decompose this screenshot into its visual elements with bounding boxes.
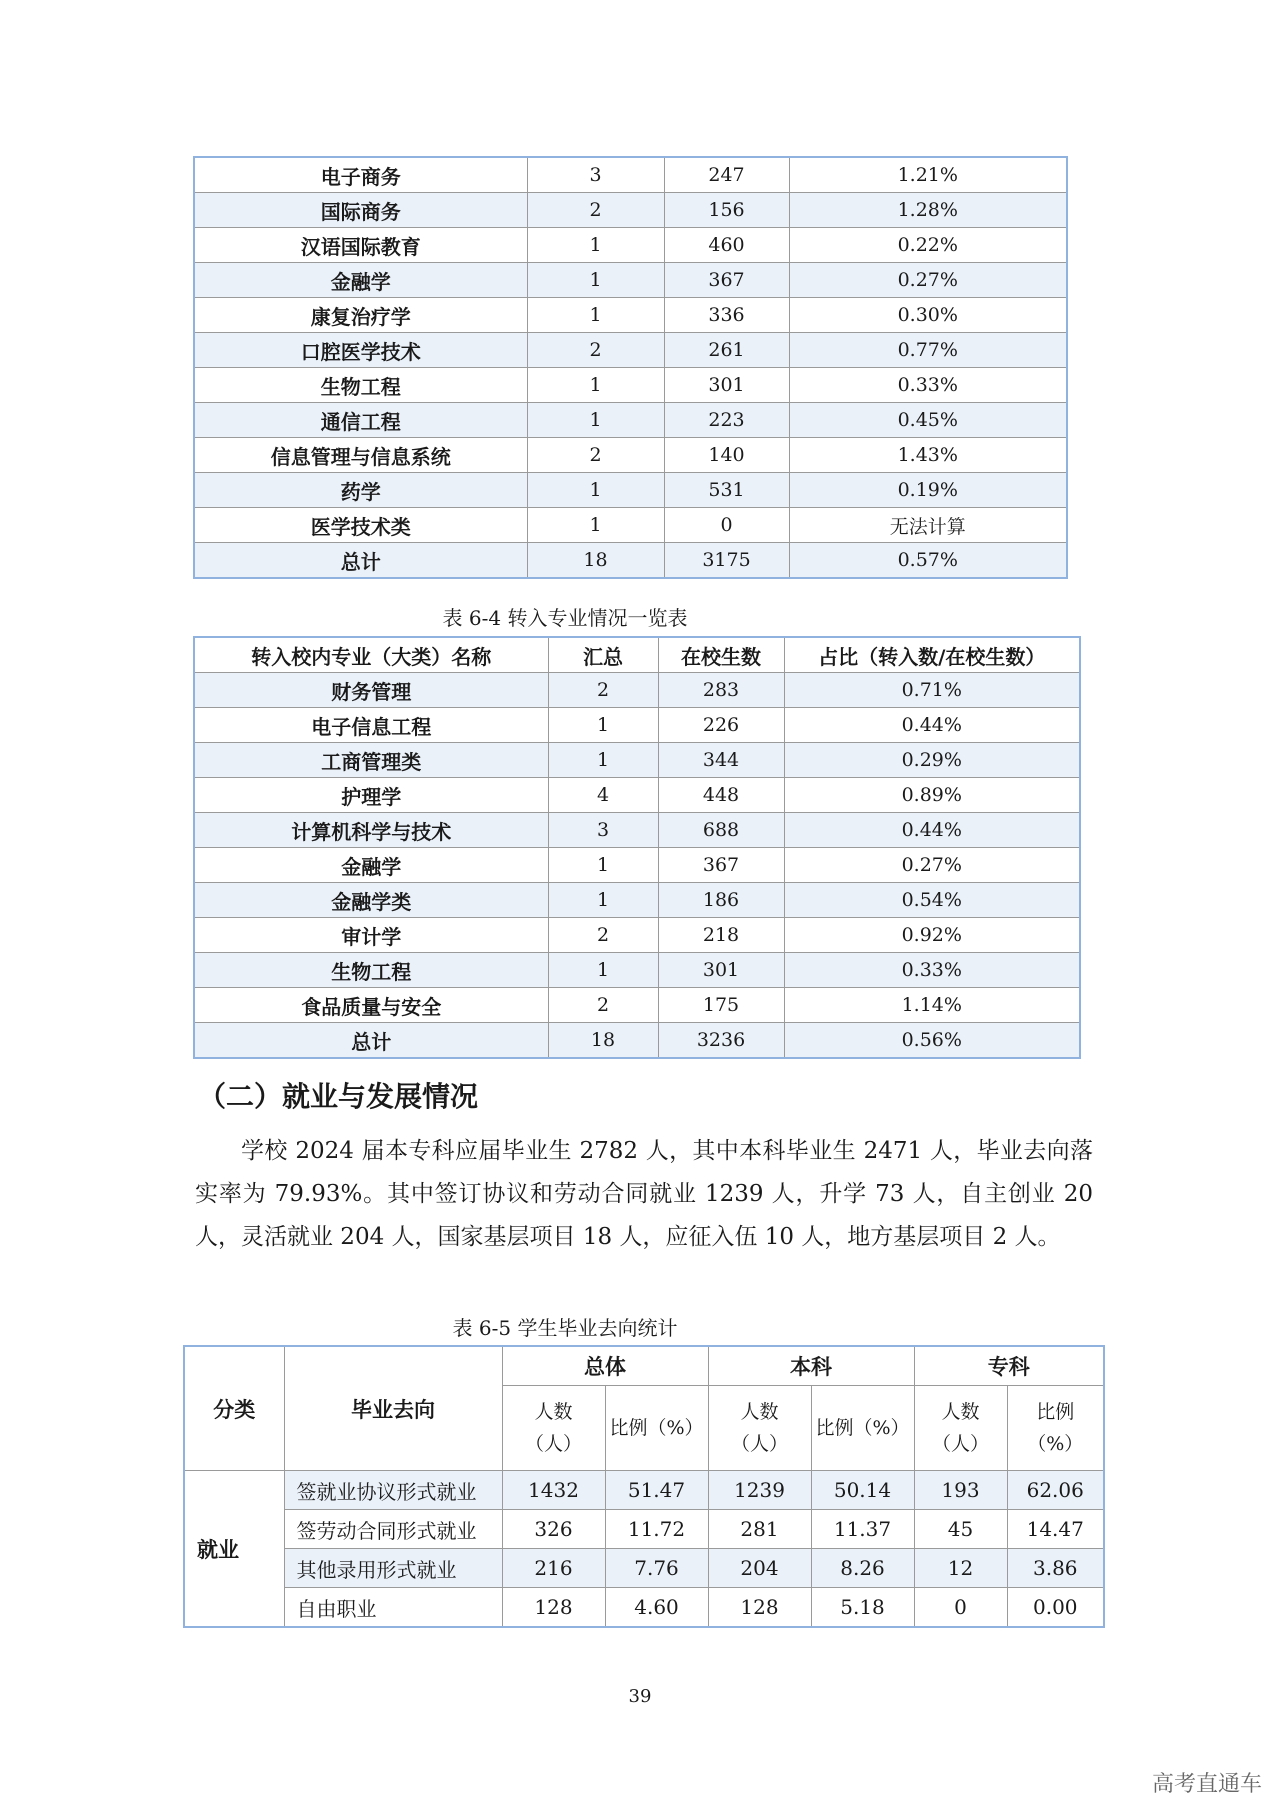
ratio-cell: 0.33% xyxy=(789,368,1067,403)
column-header: 转入校内专业（大类）名称 xyxy=(194,637,548,673)
major-name: 护理学 xyxy=(194,778,548,813)
graduate-destination-table-body xyxy=(184,1346,1104,1627)
column-header: 占比（转入数/在校生数） xyxy=(784,637,1080,673)
destination-cell: 签就业协议形式就业 xyxy=(284,1471,502,1510)
table-row xyxy=(194,848,1080,883)
value-cell: 11.37 xyxy=(811,1510,914,1549)
enrolled-cell: 688 xyxy=(658,813,784,848)
enrolled-cell: 156 xyxy=(664,193,789,228)
enrolled-cell: 226 xyxy=(658,708,784,743)
table-row xyxy=(194,813,1080,848)
transfer-out-table-body xyxy=(194,157,1067,578)
major-name: 通信工程 xyxy=(194,403,527,438)
table-row xyxy=(194,263,1067,298)
value-cell: 0.00 xyxy=(1007,1588,1104,1628)
ratio-subheader: 比例（%） xyxy=(811,1386,914,1471)
ratio-cell: 0.27% xyxy=(784,848,1080,883)
transfer-in-table-header xyxy=(194,637,1080,673)
enrolled-cell: 0 xyxy=(664,508,789,543)
watermark: 高考直通车 xyxy=(1151,1772,1262,1797)
destination-cell: 自由职业 xyxy=(284,1588,502,1628)
table-row xyxy=(194,438,1067,473)
count-cell: 4 xyxy=(548,778,658,813)
ratio-cell: 0.89% xyxy=(784,778,1080,813)
enrolled-cell: 283 xyxy=(658,673,784,708)
table-row xyxy=(184,1510,1104,1549)
value-cell: 1239 xyxy=(708,1471,811,1510)
transfer-in-table xyxy=(193,636,1081,1059)
value-cell: 45 xyxy=(914,1510,1007,1549)
count-cell: 2 xyxy=(548,988,658,1023)
table-row xyxy=(194,193,1067,228)
enrolled-cell: 531 xyxy=(664,473,789,508)
overall-header: 总体 xyxy=(502,1346,708,1386)
count-cell: 2 xyxy=(527,333,664,368)
value-cell: 4.60 xyxy=(605,1588,708,1628)
major-name: 金融学 xyxy=(194,848,548,883)
table-row xyxy=(194,883,1080,918)
count-cell: 1 xyxy=(548,743,658,778)
major-name: 工商管理类 xyxy=(194,743,548,778)
category-header: 分类 xyxy=(184,1346,284,1471)
major-name: 总计 xyxy=(194,1023,548,1059)
major-name: 金融学 xyxy=(194,263,527,298)
count-cell: 2 xyxy=(527,193,664,228)
group-label: 就业 xyxy=(184,1471,284,1628)
value-cell: 193 xyxy=(914,1471,1007,1510)
ratio-cell: 0.57% xyxy=(789,543,1067,579)
table-row xyxy=(194,673,1080,708)
major-name: 口腔医学技术 xyxy=(194,333,527,368)
major-name: 康复治疗学 xyxy=(194,298,527,333)
ratio-cell: 0.44% xyxy=(784,813,1080,848)
table-caption: 表 6-4 转入专业情况一览表 xyxy=(442,606,688,630)
enrolled-cell: 186 xyxy=(658,883,784,918)
count-cell: 18 xyxy=(548,1023,658,1059)
enrolled-cell: 367 xyxy=(658,848,784,883)
destination-header: 毕业去向 xyxy=(284,1346,502,1471)
count-cell: 2 xyxy=(548,673,658,708)
ratio-cell: 0.92% xyxy=(784,918,1080,953)
value-cell: 281 xyxy=(708,1510,811,1549)
ratio-cell: 0.44% xyxy=(784,708,1080,743)
count-cell: 1 xyxy=(527,508,664,543)
page-number: 39 xyxy=(628,1686,652,1707)
count-cell: 1 xyxy=(527,473,664,508)
enrolled-cell: 218 xyxy=(658,918,784,953)
table-row xyxy=(184,1588,1104,1628)
table-row xyxy=(194,403,1067,438)
table-row xyxy=(194,918,1080,953)
count-cell: 1 xyxy=(527,228,664,263)
count-cell: 1 xyxy=(527,403,664,438)
major-name: 生物工程 xyxy=(194,368,527,403)
ratio-cell: 1.43% xyxy=(789,438,1067,473)
destination-cell: 签劳动合同形式就业 xyxy=(284,1510,502,1549)
body-paragraph: 学校 2024 届本专科应届毕业生 2782 人，其中本科毕业生 2471 人，毕业去向落实率为 79.93%。其中签订协议和劳动合同就业 1239 人，升学 73 人，自主创业 20 人，灵活就业 204 人，国家基层项目 18 人，应征入伍 10 人，地方基层项目 2 人。 xyxy=(195,1138,1093,1250)
column-header: 汇总 xyxy=(548,637,658,673)
ratio-cell: 0.45% xyxy=(789,403,1067,438)
ratio-cell: 0.27% xyxy=(789,263,1067,298)
count-subheader: 人数 （人） xyxy=(708,1386,811,1471)
enrolled-cell: 247 xyxy=(664,157,789,193)
table-row-total xyxy=(194,1023,1080,1059)
transfer-in-table-body xyxy=(194,673,1080,1059)
count-cell: 3 xyxy=(527,157,664,193)
value-cell: 128 xyxy=(502,1588,605,1628)
count-subheader: 人数 （人） xyxy=(502,1386,605,1471)
major-name: 计算机科学与技术 xyxy=(194,813,548,848)
value-cell: 326 xyxy=(502,1510,605,1549)
ratio-cell: 0.56% xyxy=(784,1023,1080,1059)
value-cell: 8.26 xyxy=(811,1549,914,1588)
enrolled-cell: 336 xyxy=(664,298,789,333)
ratio-cell: 0.22% xyxy=(789,228,1067,263)
value-cell: 14.47 xyxy=(1007,1510,1104,1549)
section-heading: （二）就业与发展情况 xyxy=(198,1080,479,1113)
ratio-cell: 无法计算 xyxy=(789,508,1067,543)
table-row xyxy=(194,953,1080,988)
value-cell: 62.06 xyxy=(1007,1471,1104,1510)
value-cell: 51.47 xyxy=(605,1471,708,1510)
enrolled-cell: 3175 xyxy=(664,543,789,579)
count-cell: 2 xyxy=(548,918,658,953)
college-header: 专科 xyxy=(914,1346,1104,1386)
count-cell: 3 xyxy=(548,813,658,848)
enrolled-cell: 367 xyxy=(664,263,789,298)
count-cell: 1 xyxy=(548,953,658,988)
graduate-destination-table xyxy=(183,1345,1105,1628)
value-cell: 216 xyxy=(502,1549,605,1588)
major-name: 生物工程 xyxy=(194,953,548,988)
enrolled-cell: 223 xyxy=(664,403,789,438)
value-cell: 5.18 xyxy=(811,1588,914,1628)
major-name: 医学技术类 xyxy=(194,508,527,543)
enrolled-cell: 448 xyxy=(658,778,784,813)
ratio-cell: 0.54% xyxy=(784,883,1080,918)
major-name: 审计学 xyxy=(194,918,548,953)
table-row xyxy=(184,1549,1104,1588)
major-name: 食品质量与安全 xyxy=(194,988,548,1023)
enrolled-cell: 344 xyxy=(658,743,784,778)
table-row xyxy=(194,778,1080,813)
major-name: 信息管理与信息系统 xyxy=(194,438,527,473)
table-row xyxy=(184,1471,1104,1510)
count-subheader: 人数 （人） xyxy=(914,1386,1007,1471)
value-cell: 3.86 xyxy=(1007,1549,1104,1588)
table-row xyxy=(194,333,1067,368)
header-row xyxy=(194,637,1080,673)
major-name: 汉语国际教育 xyxy=(194,228,527,263)
count-cell: 1 xyxy=(548,883,658,918)
ratio-cell: 1.14% xyxy=(784,988,1080,1023)
enrolled-cell: 301 xyxy=(658,953,784,988)
table-row xyxy=(194,473,1067,508)
table-row xyxy=(194,157,1067,193)
enrolled-cell: 460 xyxy=(664,228,789,263)
major-name: 电子商务 xyxy=(194,157,527,193)
ratio-cell: 0.19% xyxy=(789,473,1067,508)
transfer-out-table xyxy=(193,156,1068,579)
enrolled-cell: 140 xyxy=(664,438,789,473)
value-cell: 12 xyxy=(914,1549,1007,1588)
table-row xyxy=(194,988,1080,1023)
major-name: 总计 xyxy=(194,543,527,579)
enrolled-cell: 261 xyxy=(664,333,789,368)
table-row xyxy=(194,708,1080,743)
table-row xyxy=(194,298,1067,333)
count-cell: 1 xyxy=(548,848,658,883)
value-cell: 7.76 xyxy=(605,1549,708,1588)
count-cell: 1 xyxy=(527,298,664,333)
ratio-cell: 1.28% xyxy=(789,193,1067,228)
ratio-cell: 0.33% xyxy=(784,953,1080,988)
count-cell: 18 xyxy=(527,543,664,579)
ratio-subheader: 比例 （%） xyxy=(1007,1386,1104,1471)
enrolled-cell: 3236 xyxy=(658,1023,784,1059)
ratio-cell: 0.29% xyxy=(784,743,1080,778)
value-cell: 204 xyxy=(708,1549,811,1588)
ratio-cell: 0.77% xyxy=(789,333,1067,368)
major-name: 财务管理 xyxy=(194,673,548,708)
ratio-subheader: 比例（%） xyxy=(605,1386,708,1471)
value-cell: 1432 xyxy=(502,1471,605,1510)
undergrad-header: 本科 xyxy=(708,1346,914,1386)
table-row xyxy=(194,368,1067,403)
destination-cell: 其他录用形式就业 xyxy=(284,1549,502,1588)
major-name: 金融学类 xyxy=(194,883,548,918)
major-name: 药学 xyxy=(194,473,527,508)
ratio-cell: 0.71% xyxy=(784,673,1080,708)
count-cell: 1 xyxy=(527,368,664,403)
count-cell: 1 xyxy=(548,708,658,743)
major-name: 国际商务 xyxy=(194,193,527,228)
value-cell: 11.72 xyxy=(605,1510,708,1549)
value-cell: 0 xyxy=(914,1588,1007,1628)
value-cell: 128 xyxy=(708,1588,811,1628)
value-cell: 50.14 xyxy=(811,1471,914,1510)
table-row xyxy=(194,508,1067,543)
table-row-total xyxy=(194,543,1067,579)
ratio-cell: 1.21% xyxy=(789,157,1067,193)
table-row xyxy=(194,228,1067,263)
table-caption: 表 6-5 学生毕业去向统计 xyxy=(452,1316,678,1340)
column-header: 在校生数 xyxy=(658,637,784,673)
enrolled-cell: 175 xyxy=(658,988,784,1023)
count-cell: 1 xyxy=(527,263,664,298)
table-row xyxy=(194,743,1080,778)
major-name: 电子信息工程 xyxy=(194,708,548,743)
count-cell: 2 xyxy=(527,438,664,473)
header-row xyxy=(184,1346,1104,1386)
ratio-cell: 0.30% xyxy=(789,298,1067,333)
enrolled-cell: 301 xyxy=(664,368,789,403)
